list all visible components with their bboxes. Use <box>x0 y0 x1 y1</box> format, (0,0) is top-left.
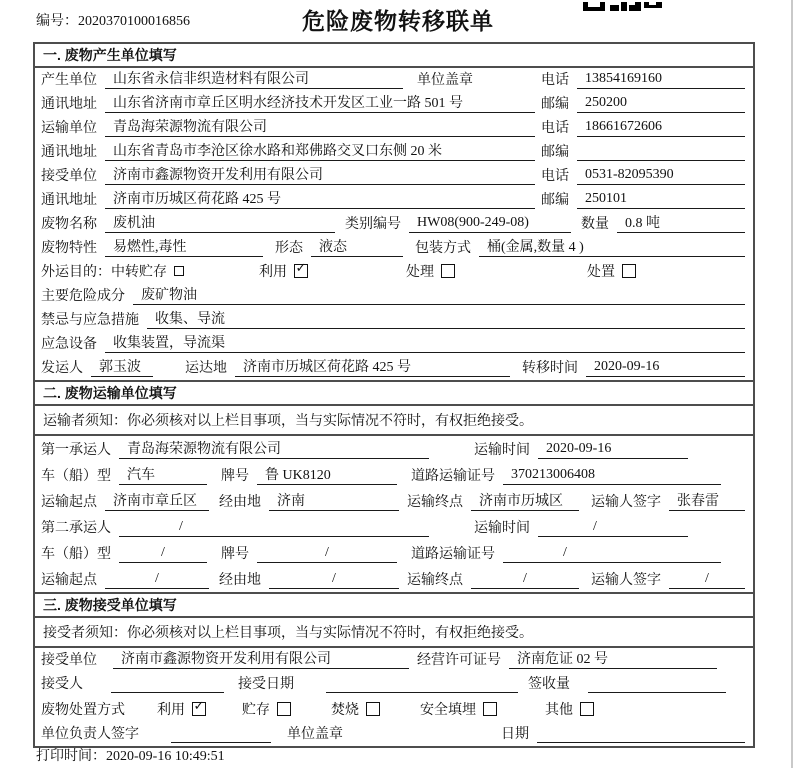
disposal-option-incinerate <box>331 699 380 719</box>
date-label: 日期 <box>501 727 529 742</box>
character-value: 易燃性,毒性 <box>105 236 263 257</box>
qr-code-partial-icon <box>583 0 663 16</box>
unit-stamp-label: 单位盖章 <box>287 727 343 742</box>
producer-zip-value: 250200 <box>577 95 745 113</box>
accept-person-label: 接受人 <box>41 677 83 692</box>
producer-phone-value: 13854169160 <box>577 71 745 89</box>
hazard-value: 废矿物油 <box>133 284 745 305</box>
checkbox-mark: ✓ <box>295 261 307 276</box>
transport-time-label: 运输时间 <box>474 443 530 458</box>
via1-value: 济南 <box>269 490 399 511</box>
phone-label: 电话 <box>541 73 569 88</box>
receiver-zip-value: 250101 <box>577 191 745 209</box>
checkbox-label: 利用 <box>259 265 287 280</box>
producer-value: 山东省永信非织造材料有限公司 <box>105 68 403 89</box>
receiver-address-value: 济南市历城区荷花路 425 号 <box>105 188 535 209</box>
disposal-other-checkbox[interactable] <box>580 702 594 716</box>
phone-label: 电话 <box>541 121 569 136</box>
packing-label: 包装方式 <box>415 241 471 256</box>
disposal-option-use <box>157 699 206 719</box>
producer-label: 产生单位 <box>41 73 97 88</box>
equipment-value: 收集装置，导流渠 <box>105 332 745 353</box>
print-time-label: 打印时间： <box>36 749 106 764</box>
road-license-label: 道路运输证号 <box>411 469 495 484</box>
vehicle2-row <box>35 540 753 566</box>
section1-title: 一. 废物产生单位填写 <box>35 44 753 68</box>
plate-label: 牌号 <box>221 547 249 562</box>
waste-name-row <box>35 212 753 236</box>
page-title: 危险废物转移联单 <box>302 8 494 34</box>
purpose-label: 外运目的： <box>41 265 111 280</box>
vehicle-type-label: 车（船）型 <box>41 547 111 562</box>
date-value <box>537 725 745 743</box>
window-edge-line <box>791 0 793 768</box>
accept-person-row <box>35 672 753 696</box>
route2-row <box>35 566 753 592</box>
receiver-value: 济南市鑫源物资开发利用有限公司 <box>105 164 535 185</box>
producer-address-row <box>35 92 753 116</box>
accept-unit-row <box>35 648 753 672</box>
disposal-method-row <box>35 696 753 722</box>
via-label: 经由地 <box>219 573 261 588</box>
disposal-option-store <box>242 699 291 719</box>
address-label: 通讯地址 <box>41 145 97 160</box>
receiver-address-row <box>35 188 753 212</box>
permit-value: 济南危证 02 号 <box>509 648 717 669</box>
dispose-checkbox[interactable] <box>622 264 636 278</box>
endpoint-label: 运输终点 <box>407 573 463 588</box>
carrier1-value: 青岛海荣源物流有限公司 <box>119 438 429 459</box>
endpoint-label: 运输终点 <box>407 495 463 510</box>
producer-row <box>35 68 753 92</box>
sign1-value: 张春雷 <box>669 490 745 511</box>
transporter-row <box>35 116 753 140</box>
receiver-phone-value: 0531-82095390 <box>577 167 745 185</box>
zip-label: 邮编 <box>541 193 569 208</box>
phone-label: 电话 <box>541 169 569 184</box>
disposal-use-checkbox[interactable] <box>192 699 206 716</box>
road-license-label: 道路运输证号 <box>411 547 495 562</box>
waste-name-label: 废物名称 <box>41 217 97 232</box>
waste-character-row <box>35 236 753 260</box>
transfer-time-label: 转移时间 <box>522 361 578 376</box>
address-label: 通讯地址 <box>41 193 97 208</box>
form-value: 液态 <box>311 236 403 257</box>
consignor-label: 发运人 <box>41 361 83 376</box>
origin-label: 运输起点 <box>41 573 97 588</box>
origin1-value: 济南市章丘区 <box>105 490 209 511</box>
character-label: 废物特性 <box>41 241 97 256</box>
transport-time-label: 运输时间 <box>474 521 530 536</box>
serial-label: 编号： <box>36 14 78 29</box>
hazard-label: 主要危险成分 <box>41 289 125 304</box>
transporter-value: 青岛海荣源物流有限公司 <box>105 116 535 137</box>
destination-label: 运达地 <box>185 361 227 376</box>
carrier-sign-label: 运输人签字 <box>591 495 661 510</box>
carrier1-row <box>35 436 753 462</box>
consignor-value: 郭玉波 <box>91 356 153 377</box>
taboo-row <box>35 308 753 332</box>
zip-label: 邮编 <box>541 145 569 160</box>
sign2-value: / <box>669 571 745 589</box>
plate2-value: / <box>257 545 397 563</box>
end1-value: 济南市历城区 <box>471 490 579 511</box>
quantity-label: 数量 <box>581 217 609 232</box>
chief-sign-label: 单位负责人签字 <box>41 727 139 742</box>
received-amount-value <box>588 675 726 693</box>
disposal-method-label: 废物处置方式 <box>41 703 125 718</box>
accept-date-value <box>326 675 518 693</box>
transport-time2-value: / <box>538 519 688 537</box>
destination-value: 济南市历城区荷花路 425 号 <box>235 356 510 377</box>
chief-sign-value <box>171 725 271 743</box>
transfer-time-value: 2020-09-16 <box>586 359 745 377</box>
equipment-row <box>35 332 753 356</box>
print-time-value: 2020-09-16 10:49:51 <box>106 749 225 764</box>
transport-time1-value: 2020-09-16 <box>538 441 688 459</box>
purpose-option-use <box>259 261 308 281</box>
transporter-address-value: 山东省青岛市李沧区徐水路和郑佛路交叉口东侧 20 米 <box>105 140 535 161</box>
disposal-landfill-checkbox[interactable] <box>483 702 497 716</box>
transfer-form <box>33 42 755 748</box>
checkbox-label: 其他 <box>545 703 573 718</box>
permit-label: 经营许可证号 <box>417 653 501 668</box>
carrier2-row <box>35 514 753 540</box>
producer-address-value: 山东省济南市章丘区明水经济技术开发区工业一路 501 号 <box>105 92 535 113</box>
plate-label: 牌号 <box>221 469 249 484</box>
packing-value: 桶(金属,数量 4 ) <box>479 236 745 257</box>
disposal-option-other <box>545 699 594 719</box>
carrier1-label: 第一承运人 <box>41 443 111 458</box>
receiver-row <box>35 164 753 188</box>
purpose-option-dispose <box>587 261 636 281</box>
category-value: HW08(900-249-08) <box>409 215 571 233</box>
purpose-option-transit <box>111 261 184 281</box>
checkbox-label: 贮存 <box>242 703 270 718</box>
receiver-notice: 接受者须知：你必须核对以上栏目事项，当与实际情况不符时，有权拒绝接受。 <box>35 618 753 648</box>
zip-label: 邮编 <box>541 97 569 112</box>
disposal-incinerate-checkbox[interactable] <box>366 702 380 716</box>
equipment-label: 应急设备 <box>41 337 97 352</box>
treat-checkbox[interactable] <box>441 264 455 278</box>
license1-value: 370213006408 <box>503 467 721 485</box>
transit-checkbox[interactable] <box>174 266 184 276</box>
serial-value: 2020370100016856 <box>78 14 190 29</box>
via-label: 经由地 <box>219 495 261 510</box>
consignor-row <box>35 356 753 380</box>
chief-sign-row <box>35 722 753 746</box>
via2-value: / <box>269 571 399 589</box>
checkbox-label: 处置 <box>587 265 615 280</box>
transporter-notice: 运输者须知：你必须核对以上栏目事项，当与实际情况不符时，有权拒绝接受。 <box>35 406 753 436</box>
checkbox-label: 利用 <box>157 703 185 718</box>
use-checkbox[interactable] <box>294 261 308 278</box>
vehicle2-value: / <box>119 545 207 563</box>
origin-label: 运输起点 <box>41 495 97 510</box>
accept-person-value <box>111 675 224 693</box>
category-label: 类别编号 <box>345 217 401 232</box>
accept-unit-label: 接受单位 <box>41 653 97 668</box>
taboo-value: 收集、导流 <box>147 308 745 329</box>
carrier2-label: 第二承运人 <box>41 521 111 536</box>
print-time-line <box>36 745 225 765</box>
hazard-row <box>35 284 753 308</box>
purpose-row <box>35 260 753 284</box>
disposal-option-landfill <box>420 699 497 719</box>
quantity-value: 0.8 吨 <box>617 212 745 233</box>
section3-title: 三. 废物接受单位填写 <box>35 592 753 618</box>
checkbox-mark: ✓ <box>193 699 205 714</box>
vehicle-type-label: 车（船）型 <box>41 469 111 484</box>
received-amount-label: 签收量 <box>528 677 570 692</box>
section2-title: 二. 废物运输单位填写 <box>35 380 753 406</box>
waste-name-value: 废机油 <box>105 212 335 233</box>
plate1-value: 鲁 UK8120 <box>257 464 397 485</box>
license2-value: / <box>503 545 721 563</box>
vehicle1-row <box>35 462 753 488</box>
taboo-label: 禁忌与应急措施 <box>41 313 139 328</box>
checkbox-label: 安全填埋 <box>420 703 476 718</box>
form-label: 形态 <box>275 241 303 256</box>
transporter-label: 运输单位 <box>41 121 97 136</box>
transporter-zip-value <box>577 143 745 161</box>
end2-value: / <box>471 571 579 589</box>
origin2-value: / <box>105 571 209 589</box>
vehicle1-value: 汽车 <box>119 464 207 485</box>
accept-date-label: 接受日期 <box>238 677 294 692</box>
transporter-address-row <box>35 140 753 164</box>
purpose-option-treat <box>406 261 455 281</box>
transporter-phone-value: 18661672606 <box>577 119 745 137</box>
checkbox-label: 焚烧 <box>331 703 359 718</box>
checkbox-label: 中转贮存 <box>111 265 167 280</box>
carrier2-value: / <box>119 519 429 537</box>
address-label: 通讯地址 <box>41 97 97 112</box>
disposal-store-checkbox[interactable] <box>277 702 291 716</box>
checkbox-label: 处理 <box>406 265 434 280</box>
accept-unit-value: 济南市鑫源物资开发利用有限公司 <box>113 648 409 669</box>
unit-stamp-label: 单位盖章 <box>417 73 473 88</box>
receiver-label: 接受单位 <box>41 169 97 184</box>
carrier-sign-label: 运输人签字 <box>591 573 661 588</box>
route1-row <box>35 488 753 514</box>
